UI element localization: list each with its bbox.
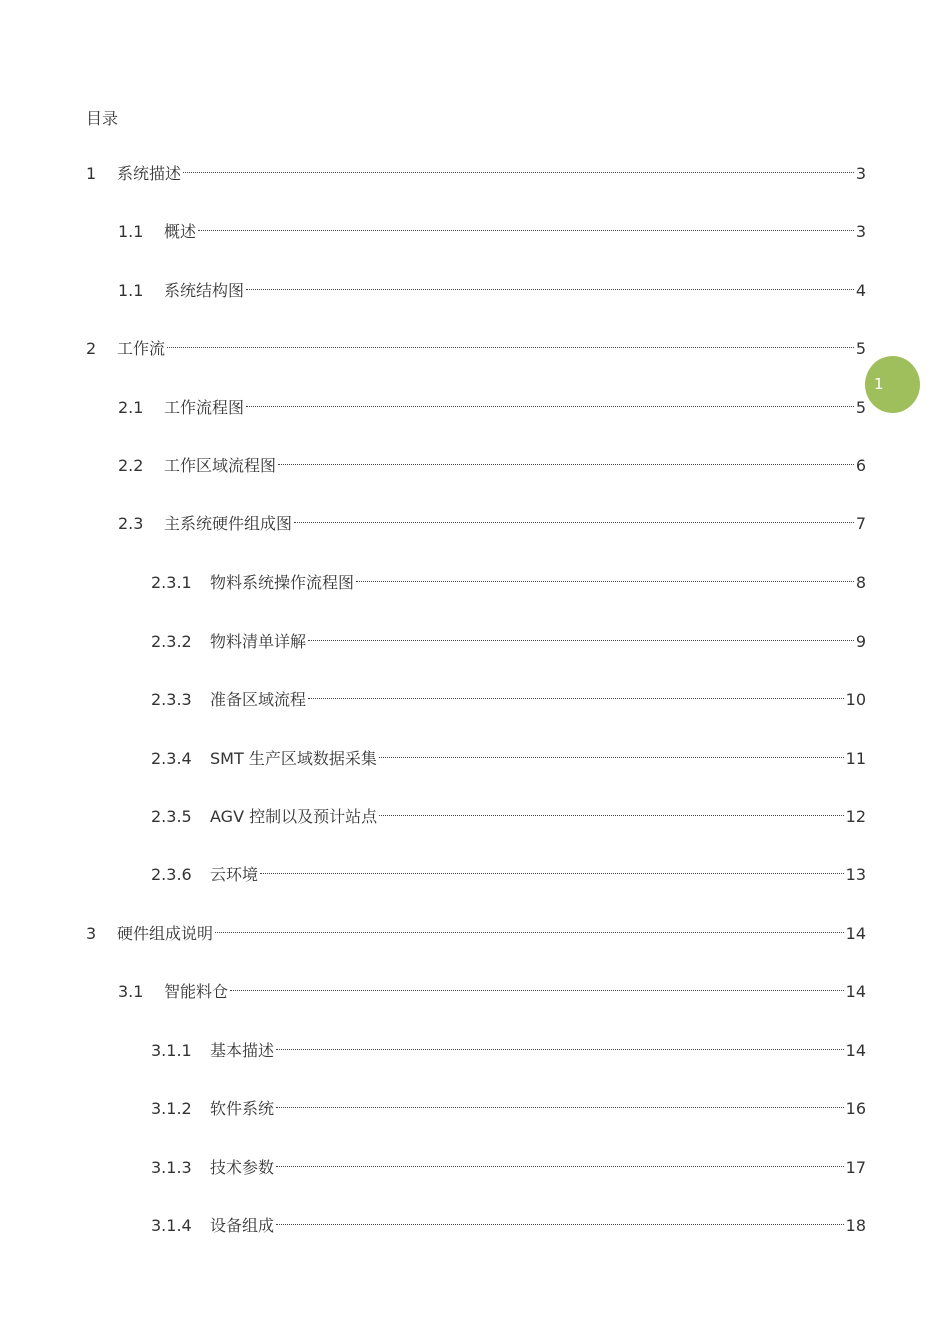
toc-entry[interactable]: [151, 681, 866, 709]
toc-entry-number: 2.3.1: [151, 573, 192, 592]
toc-entry[interactable]: [118, 505, 866, 533]
toc-entry[interactable]: [151, 798, 866, 826]
toc-dot-leader: [230, 973, 844, 997]
toc-dot-leader: [379, 798, 844, 822]
toc-dot-leader: [246, 272, 854, 296]
toc-entry-page: 14: [845, 924, 866, 943]
toc-entry[interactable]: [151, 1149, 866, 1177]
toc-entry-page: 17: [845, 1158, 866, 1177]
toc-dot-leader: [276, 1207, 844, 1231]
toc-entry[interactable]: [151, 856, 866, 884]
toc-entry[interactable]: [151, 1207, 866, 1235]
toc-dot-leader: [356, 564, 854, 588]
toc-entry-number: 2.3.4: [151, 749, 192, 768]
toc-dot-leader: [308, 623, 854, 647]
toc-entry-page: 4: [855, 281, 866, 300]
toc-dot-leader: [246, 389, 854, 413]
toc-dot-leader: [278, 447, 854, 471]
toc-entry-page: 18: [845, 1216, 866, 1235]
toc-entry-number: 3.1.4: [151, 1216, 192, 1235]
toc-dot-leader: [276, 1032, 844, 1056]
toc-entry-title: 设备组成: [210, 1216, 275, 1235]
toc-entry-number: 2.1: [118, 398, 144, 417]
toc-entry-page: 14: [845, 982, 866, 1001]
toc-entry-number: 1.1: [118, 222, 144, 241]
toc-entry-title: 系统结构图: [164, 281, 245, 300]
toc-entry-number: 3.1.3: [151, 1158, 192, 1177]
toc-entry-number: 3.1.1: [151, 1041, 192, 1060]
toc-entry-title: AGV 控制以及预计站点: [210, 807, 378, 826]
toc-dot-leader: [276, 1149, 844, 1173]
toc-entry[interactable]: [151, 740, 866, 768]
toc-entry[interactable]: [118, 389, 866, 417]
toc-entry-title: 主系统硬件组成图: [164, 514, 293, 533]
toc-entry-page: 12: [845, 807, 866, 826]
toc-entry-page: 13: [845, 865, 866, 884]
toc-entry-page: 16: [845, 1099, 866, 1118]
toc-entry[interactable]: [118, 213, 866, 241]
toc-entry-title: 物料清单详解: [210, 632, 307, 651]
toc-entry[interactable]: [151, 623, 866, 651]
toc-entry-number: 3: [86, 924, 97, 943]
toc-entry-title: 准备区域流程: [210, 690, 307, 709]
toc-entry-title: 云环境: [210, 865, 259, 884]
toc-entry-number: 3.1: [118, 982, 144, 1001]
toc-entry-page: 5: [855, 398, 866, 417]
toc-entry-title: 工作区域流程图: [164, 456, 277, 475]
page-number-badge: 1: [865, 356, 920, 413]
toc-entry-number: 2.3.6: [151, 865, 192, 884]
toc-entry[interactable]: [151, 564, 866, 592]
toc-dot-leader: [215, 915, 844, 939]
toc-entry-page: 14: [845, 1041, 866, 1060]
toc-entry-title: 智能料仓: [164, 982, 229, 1001]
toc-entry-number: 2.3.3: [151, 690, 192, 709]
toc-dot-leader: [198, 213, 854, 237]
toc-entry-title: 概述: [164, 222, 197, 241]
toc-dot-leader: [379, 740, 844, 764]
toc-entry-title: 硬件组成说明: [117, 924, 214, 943]
toc-entry-number: 2.3: [118, 514, 144, 533]
toc-entry-title: 工作流: [117, 339, 166, 358]
toc-entry[interactable]: [86, 915, 866, 943]
toc-entry-title: 软件系统: [210, 1099, 275, 1118]
toc-entry-title: 系统描述: [117, 164, 182, 183]
toc-entry-title: SMT 生产区域数据采集: [210, 749, 377, 768]
toc-entry-number: 1.1: [118, 281, 144, 300]
toc-entry-number: 3.1.2: [151, 1099, 192, 1118]
toc-entry-page: 11: [845, 749, 866, 768]
toc-entry-page: 7: [855, 514, 866, 533]
toc-dot-leader: [167, 330, 854, 354]
toc-entry-number: 2.3.5: [151, 807, 192, 826]
toc-entry-number: 2.3.2: [151, 632, 192, 651]
toc-entry-page: 10: [845, 690, 866, 709]
toc-dot-leader: [276, 1090, 844, 1114]
toc-entry-number: 2: [86, 339, 97, 358]
toc-entry-title: 基本描述: [210, 1041, 275, 1060]
toc-dot-leader: [308, 681, 844, 705]
toc-entry[interactable]: [86, 155, 866, 183]
toc-dot-leader: [260, 856, 844, 880]
toc-entry-title: 工作流程图: [164, 398, 245, 417]
toc-entry-page: 5: [855, 339, 866, 358]
toc-entry-title: 物料系统操作流程图: [210, 573, 355, 592]
toc-dot-leader: [294, 505, 854, 529]
toc-entry-page: 3: [855, 164, 866, 183]
toc-entry[interactable]: [151, 1032, 866, 1060]
toc-entry[interactable]: [118, 973, 866, 1001]
toc-entry-number: 2.2: [118, 456, 144, 475]
toc-entry[interactable]: [151, 1090, 866, 1118]
toc-entry[interactable]: [118, 272, 866, 300]
toc-entry-page: 6: [855, 456, 866, 475]
toc-entry-title: 技术参数: [210, 1158, 275, 1177]
toc-entry-number: 1: [86, 164, 97, 183]
toc-dot-leader: [183, 155, 854, 179]
toc-entry-page: 3: [855, 222, 866, 241]
toc-entry-page: 9: [855, 632, 866, 651]
toc-entry-page: 8: [855, 573, 866, 592]
toc-entry[interactable]: [118, 447, 866, 475]
toc-title: 目录: [86, 109, 119, 128]
toc-entry[interactable]: [86, 330, 866, 358]
